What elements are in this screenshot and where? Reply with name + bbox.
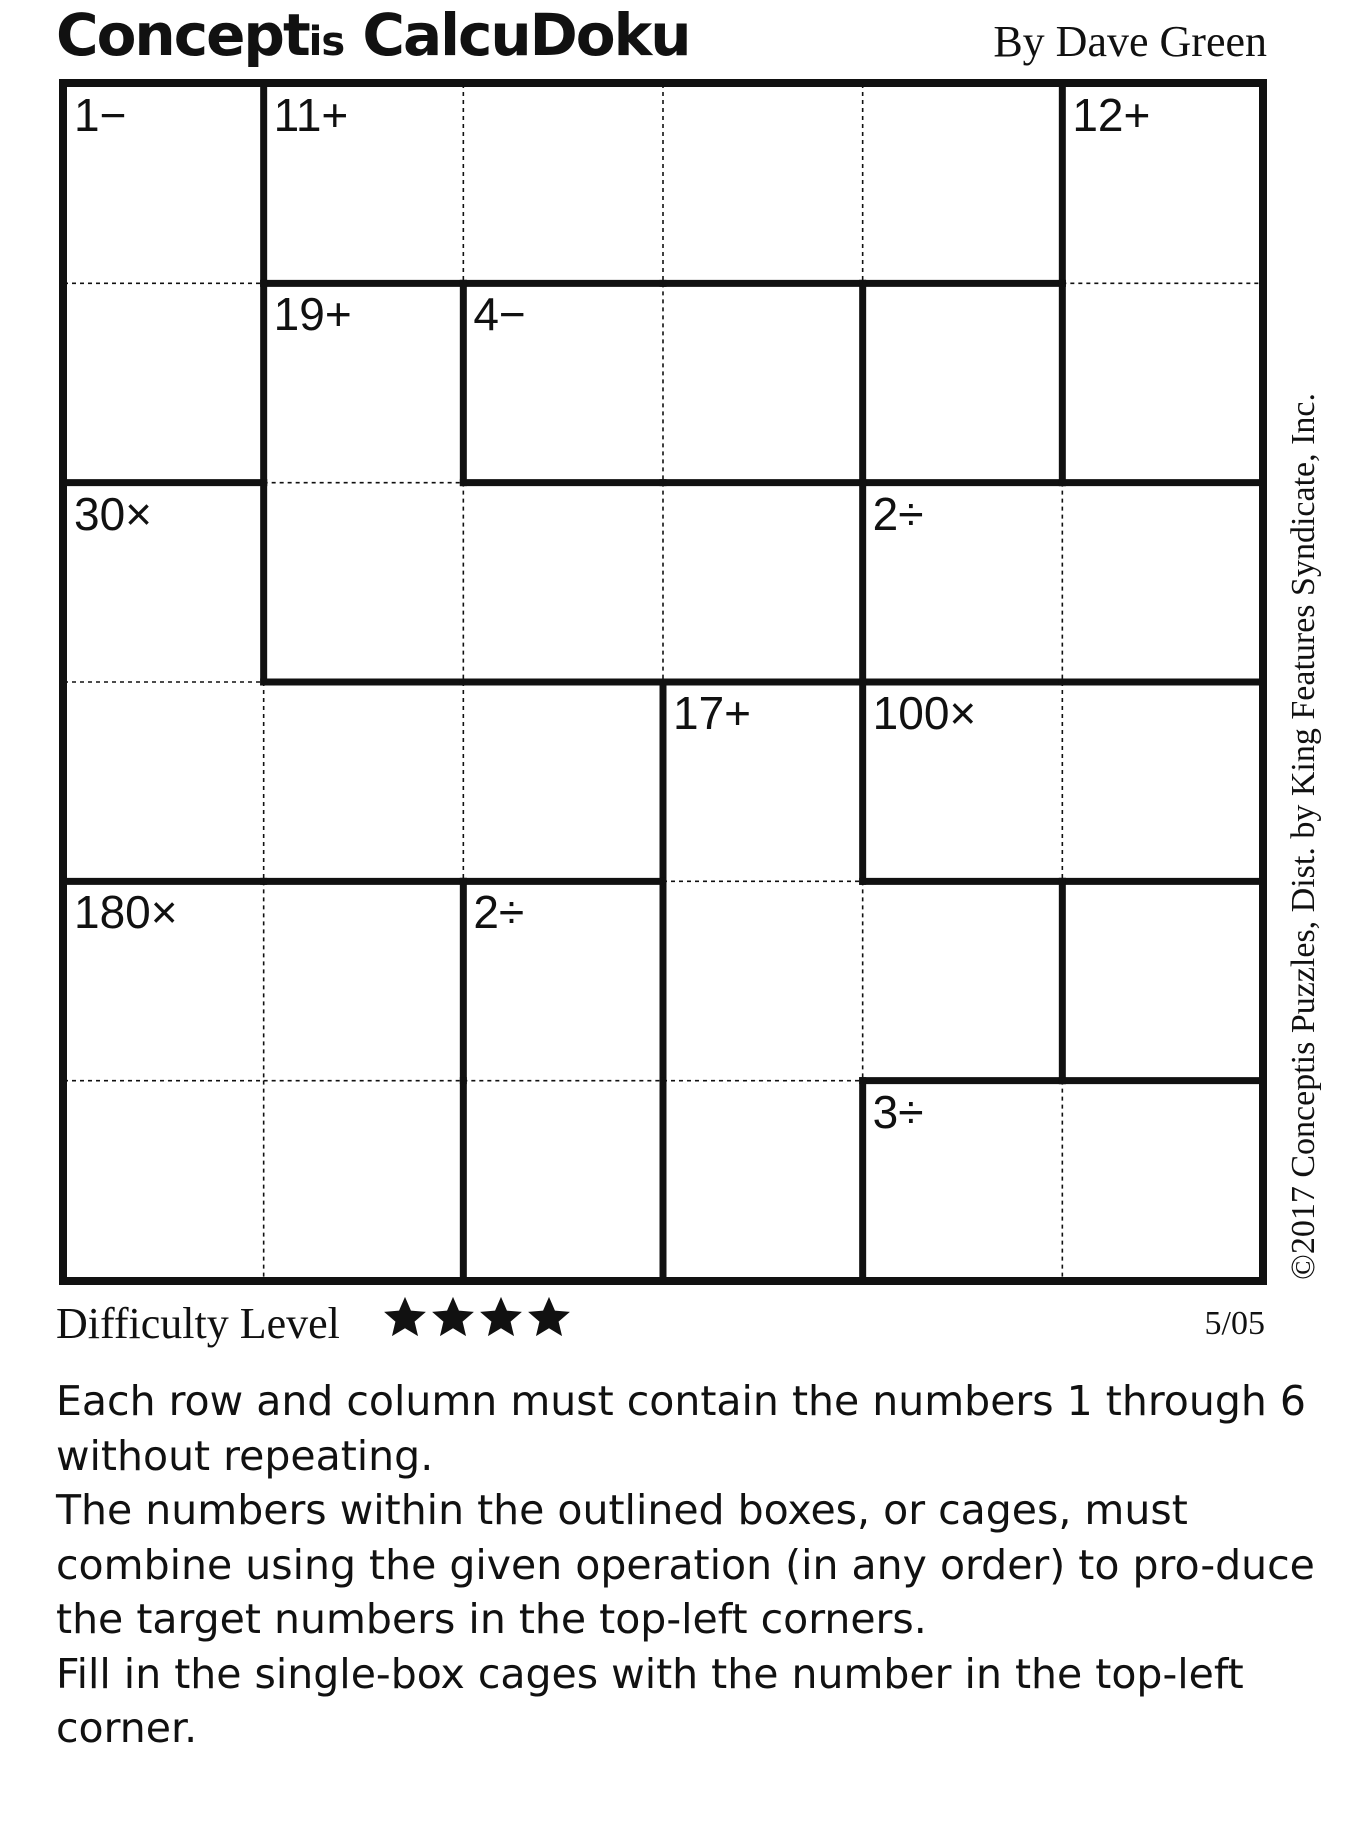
- cage-clue: 12+: [1072, 89, 1151, 141]
- conceptis-calcudoku-logo: [56, 0, 690, 77]
- cage-clue: 2÷: [872, 487, 924, 540]
- cage-clue: 19+: [273, 288, 352, 341]
- cage-clue: 1−: [74, 89, 127, 141]
- grid-lines: [58, 78, 1268, 1286]
- logo-main: Concept: [56, 1, 309, 69]
- instruction-line: Fill in the single-box cages with the number in the top-left corner.: [56, 1649, 1244, 1752]
- puzzle-grid: [58, 78, 1268, 1286]
- cage-clue: 4−: [473, 288, 526, 341]
- cage-clue: 100×: [872, 687, 977, 739]
- copyright-notice: ©2017 Conceptis Puzzles, Dist. by King Features Syndicate, Inc.: [1285, 392, 1322, 1280]
- author-byline: By Dave Green: [993, 17, 1267, 66]
- logo-small: is: [308, 19, 345, 65]
- star-icon: [382, 1294, 428, 1340]
- instruction-line: The numbers within the outlined boxes, or cages, must combine using the given operation (in any order) to pro-duce the target numbers in the top-left corners.: [56, 1486, 1315, 1643]
- cage-clue: 3÷: [872, 1085, 924, 1138]
- cage-clue: 17+: [673, 687, 752, 739]
- star-icon: [526, 1294, 572, 1340]
- instruction-line: Each row and column must contain the numbers 1 through 6 without repeating.: [56, 1377, 1306, 1480]
- cage-clue: 2÷: [473, 886, 525, 939]
- difficulty-label: Difficulty Level: [56, 1299, 340, 1348]
- cage-clue: 180×: [74, 886, 178, 939]
- cage-clue: 11+: [273, 89, 349, 141]
- cage-clue: 30×: [74, 487, 153, 540]
- star-icon: [430, 1294, 476, 1340]
- star-icon: [478, 1294, 524, 1340]
- instructions: [56, 1374, 1336, 1756]
- difficulty-stars: [382, 1294, 572, 1340]
- logo-rest: CalcuDoku: [344, 1, 690, 69]
- puzzle-date: 5/05: [1204, 1305, 1265, 1342]
